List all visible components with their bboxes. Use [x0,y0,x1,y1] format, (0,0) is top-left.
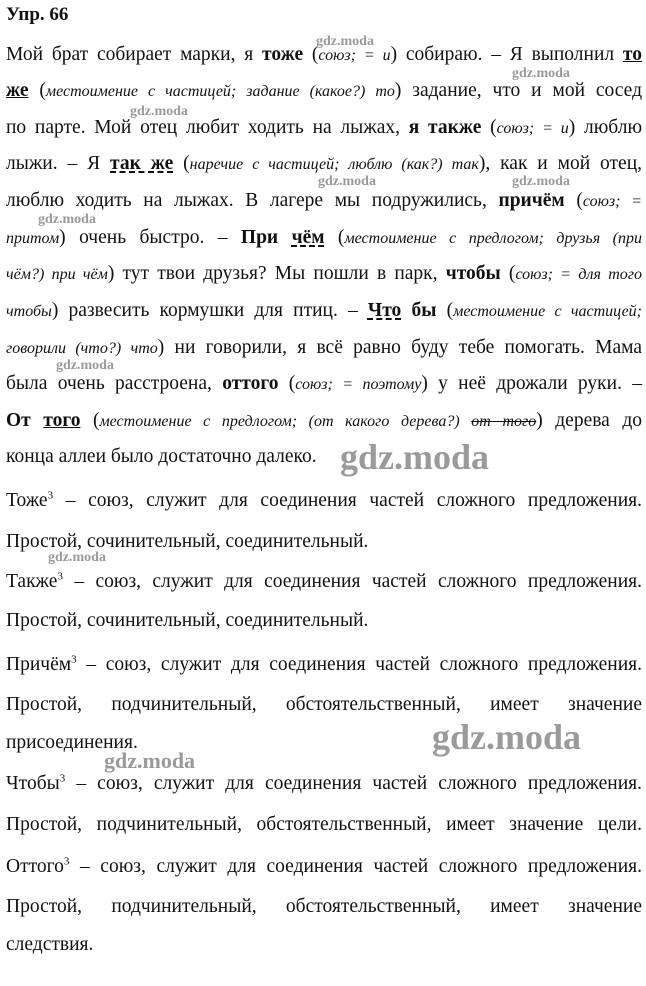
text: ) развесить кормушки для птиц. – [51,300,368,321]
grammar-note: местоимение с частицей; задание (какое?) то [45,83,395,100]
grammar-note: от того [471,413,537,430]
paragraph-line [6,189,642,214]
grammar-note: местоимение с предлогом; друзья (при [344,230,643,247]
text: ( [564,190,583,211]
text: Простой, подчинительный, обстоятельственный, имеет значение [6,896,642,917]
highlighted-word: чтобы [445,263,501,284]
text: Простой, сочинительный, соединительный. [6,531,369,552]
paragraph-line [6,226,642,251]
text [278,227,291,248]
watermark: gdz.moda [340,437,490,477]
analysis-line [6,855,642,879]
highlighted-word: оттого [222,373,279,394]
analysis-word: Причём [6,654,72,675]
analysis-word: Тоже [6,490,48,511]
superscript: 3 [57,570,63,583]
analysis-word: Также [6,571,58,592]
grammar-note: чём?) при чём [6,266,108,283]
text: ) дерева до [536,410,643,431]
text: Простой, сочинительный, соединительный. [6,610,369,631]
watermark: gdz.moda [512,174,570,189]
analysis-line [6,933,93,957]
text: ( [278,373,296,394]
grammar-note: союз; = для того [515,266,643,283]
grammar-note: чтобы [6,303,52,320]
text: ), как и мой отец, [478,153,642,174]
grammar-note: наречие с частицей; люблю (как?) так [189,156,479,173]
paragraph-line [6,262,642,287]
paragraph-line [6,445,317,469]
watermark: gdz.moda [432,717,582,757]
analysis-line [6,653,642,677]
superscript: 3 [47,489,54,502]
highlighted-word: чём [291,227,325,248]
text: ) у неё дрожали руки. – [421,373,643,394]
analysis-line [6,609,368,633]
highlighted-word: тоже [262,44,304,65]
text: люблю ходить на лыжах. В лагере мы подружились, [6,190,499,211]
text: ( [303,44,319,65]
highlighted-word: так же [110,153,174,174]
text: ) люблю [568,117,643,138]
highlighted-word: Что [367,300,402,321]
highlighted-word: От [6,410,31,431]
paragraph-line [6,336,642,361]
text: ( [500,263,516,284]
highlighted-word: я также [408,117,482,138]
highlighted-word: При [240,227,279,248]
watermark: gdz.moda [318,174,376,189]
text: конца аллеи было достаточно далеко. [6,446,317,467]
analysis-line [6,570,642,594]
superscript: 3 [59,772,66,785]
grammar-note: союз; = поэтому [295,376,422,393]
analysis-line [6,895,642,919]
text: присоединения. [6,732,138,753]
watermark: gdz.moda [48,550,106,565]
text [401,300,411,321]
text: ( [28,80,46,101]
text: – союз, служит для соединения частей сложного предложения. [62,571,642,592]
text: ) очень быстро. – [59,227,241,248]
analysis-line [6,489,642,513]
text: ( [324,227,345,248]
superscript: 3 [63,855,70,868]
paragraph-line [6,116,642,141]
grammar-note: союз; = и [496,120,569,137]
analysis-line [6,693,642,717]
text: – союз, служит для соединения частей сложного предложения. [69,856,642,877]
analysis-word: Оттого [6,856,64,877]
highlighted-word: же [6,80,29,101]
paragraph-line [6,152,642,177]
highlighted-word: то [622,44,642,65]
text: – союз, служит для соединения частей сложного предложения. [76,654,642,675]
analysis-line [6,731,138,755]
text: по парте. Мой отец любит ходить на лыжах, [6,117,409,138]
grammar-note: говорили (что?) что [6,340,158,357]
watermark: gdz.moda [316,34,374,49]
analysis-word: Чтобы [6,773,60,794]
text: ) ни говорили, я всё равно буду тебе помогать. Мама [157,337,643,358]
text: Простой, подчинительный, обстоятельственный, имеет значение [6,694,642,715]
grammar-note: притом [6,230,60,247]
text: ) собираю. – Я выполнил [390,44,623,65]
watermark: gdz.moda [130,104,188,119]
text: Мой брат собирает марки, я [6,44,262,65]
paragraph-line [6,409,642,434]
watermark: gdz.moda [38,212,96,227]
superscript: 3 [71,653,77,666]
highlighted-word: причём [498,190,565,211]
grammar-note: союз; = и [318,47,391,64]
text: – союз, служит для соединения частей сложного предложения. [53,490,642,511]
watermark: gdz.moda [56,358,114,373]
highlighted-word: бы [411,300,437,321]
grammar-note: местоимение с предлогом; (от какого дерева?) [99,413,472,430]
text: была очень расстроена, [6,373,223,394]
text: ( [436,300,454,321]
exercise-title: Упр. 66 [6,4,69,25]
analysis-line [6,530,368,554]
text: ( [481,117,497,138]
text: лыжи. – Я [6,153,111,174]
paragraph-line [6,372,642,397]
analysis-line [6,772,642,796]
text: ) тут твои друзья? Мы пошли в парк, [107,263,446,284]
text: следствия. [6,934,94,955]
text: Простой, подчинительный, обстоятельственный, имеет значение цели. [6,814,642,835]
highlighted-word: того [43,410,81,431]
text: ) задание, что и мой сосед [394,80,642,101]
text [31,410,44,431]
grammar-note: союз; = [582,193,642,210]
paragraph-line [6,299,642,324]
watermark: gdz.moda [104,748,196,773]
grammar-note: местоимение с частицей; [453,303,642,320]
text: – союз, служит для соединения частей сложного предложения. [65,773,642,794]
watermark: gdz.moda [512,66,570,81]
paragraph-line [6,43,642,68]
paragraph-line [6,79,642,104]
analysis-line [6,813,642,837]
text: ( [80,410,100,431]
text: ( [173,153,190,174]
